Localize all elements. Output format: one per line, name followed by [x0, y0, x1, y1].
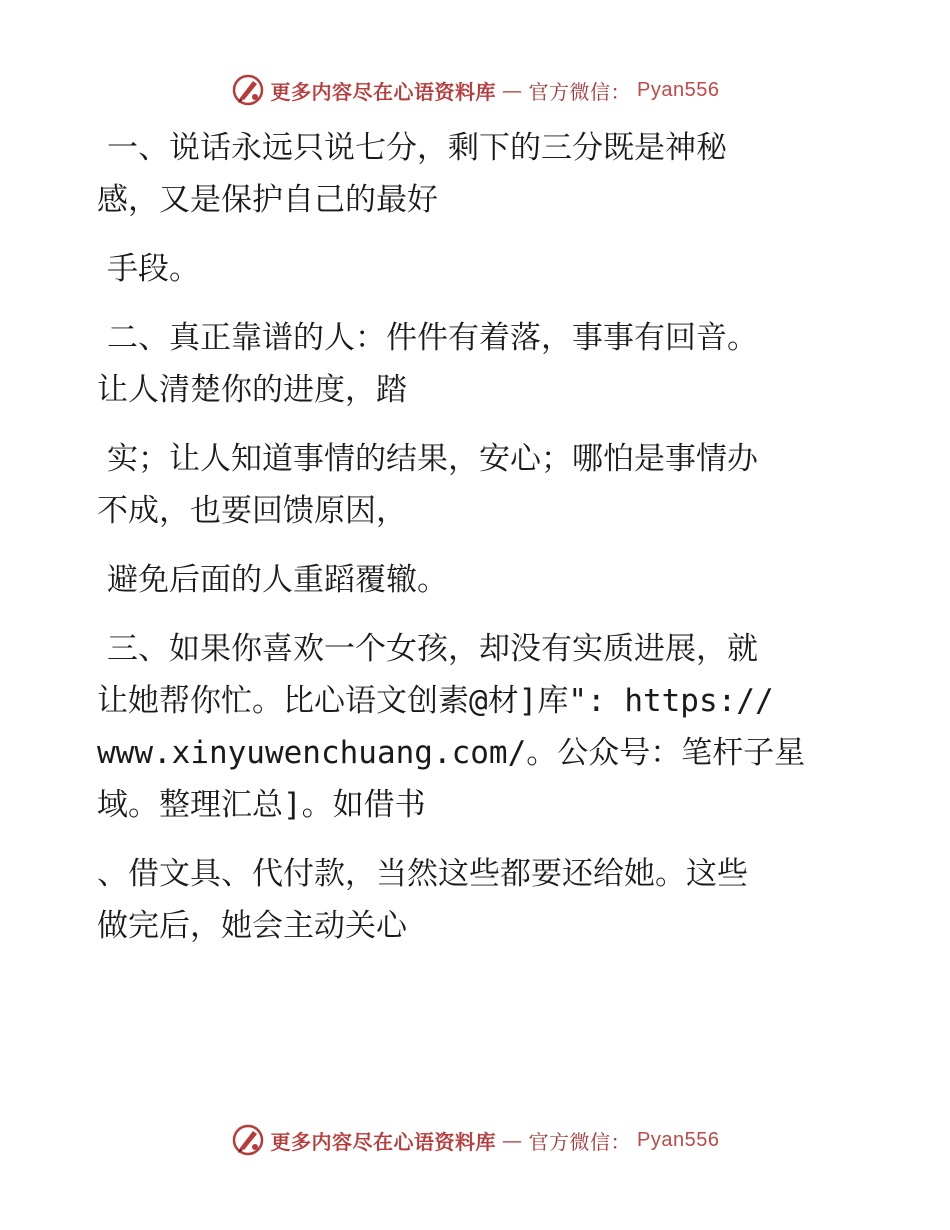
- watermark-official-label: 官方微信：: [528, 79, 632, 104]
- paragraph-1: [97, 122, 837, 226]
- quill-pen-icon: [231, 1123, 265, 1157]
- paragraph-7: [97, 848, 837, 952]
- text-line: 三、如果你喜欢一个女孩，却没有实质进展，就: [107, 631, 758, 667]
- text-line: 让她帮你忙。比心语文创素@材]库": https://: [97, 683, 774, 719]
- watermark-wechat-id: Pyan556: [637, 78, 720, 101]
- text-line: 手段。: [107, 251, 200, 287]
- header-watermark: [0, 70, 950, 110]
- text-line: 避免后面的人重蹈覆辙。: [107, 562, 448, 598]
- watermark-brand-text: 更多内容尽在心语资料库: [270, 79, 497, 104]
- watermark-brand-text: 更多内容尽在心语资料库: [270, 1129, 497, 1154]
- text-line: 域。整理汇总]。如借书: [97, 787, 426, 823]
- watermark-official-label: 官方微信：: [528, 1129, 632, 1154]
- text-line: 实；让人知道事情的结果，安心；哪怕是事情办: [107, 441, 758, 477]
- paragraph-5: [97, 554, 837, 606]
- watermark-separator: —: [502, 1128, 523, 1152]
- paragraph-4: [97, 433, 837, 537]
- text-line: 、借文具、代付款，当然这些都要还给她。这些: [97, 856, 748, 892]
- text-line: 让人清楚你的进度，踏: [97, 372, 407, 408]
- document-body: [97, 122, 837, 969]
- paragraph-2: [97, 243, 837, 295]
- watermark-wechat-id: Pyan556: [637, 1128, 720, 1151]
- paragraph-3: [97, 312, 837, 416]
- watermark-separator: —: [502, 78, 523, 102]
- footer-watermark: [0, 1120, 950, 1160]
- text-line: 不成，也要回馈原因，: [97, 493, 407, 529]
- paragraph-6: [97, 623, 837, 831]
- text-line: 二、真正靠谱的人：件件有着落，事事有回音。: [107, 320, 758, 356]
- quill-pen-icon: [231, 73, 265, 107]
- text-line: 一、说话永远只说七分，剩下的三分既是神秘: [107, 130, 727, 166]
- text-line: 做完后，她会主动关心: [97, 908, 407, 944]
- text-line-link: www.xinyuwenchuang.com/。公众号：笔杆子星: [97, 735, 806, 771]
- text-line: 感，又是保护自己的最好: [97, 182, 438, 218]
